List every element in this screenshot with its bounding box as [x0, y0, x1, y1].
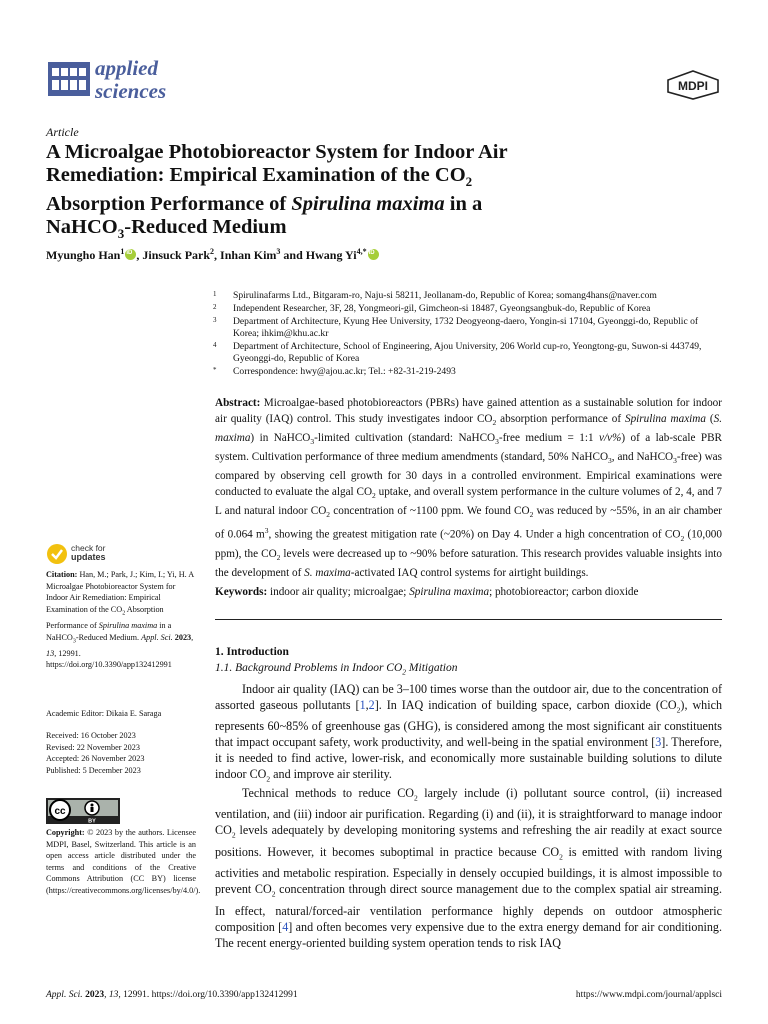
- affiliation-text: Department of Architecture, School of Engineering, Ajou University, 206 World cup-ro, Yeongtong-gu, Suwon-si 443749, Gyeonggi-do, Republic of Korea: [233, 341, 702, 365]
- citation-block: Citation: Han, M.; Park, J.; Kim, I.; Yi, H. A Microalgae Photobioreactor System for Indoor Air Remediation: Empirical Examination of the $CO_2$ Absorption Performance of Spirulina maxima in a NaHCO$_3$-Reduced Medium. Appl. Sci. 2023, 13, 12991. https://doi.org/10.3390/app132412991: [46, 570, 194, 670]
- affiliation-text: Correspondence: hwy@ajou.ac.kr; Tel.: +82-31-219-2493: [233, 366, 456, 377]
- author-separator: and: [280, 248, 306, 262]
- footer-citation: Appl. Sci. 2023, 13, 12991. https://doi.org/10.3390/app132412991: [46, 990, 298, 1000]
- author-list: [46, 247, 686, 263]
- author-affiliation-mark: 3: [276, 247, 281, 256]
- abstract: Abstract: Microalgae-based photobioreactors (PBRs) have gained attention as a sustainable solution for indoor air quality (IAQ) control. This study investigates indoor $CO_2$ absorption performance of Spirulina maxima (S. maxima) in NaHCO$_3$-limited cultivation (standard: NaHCO$_3$-free medium = 1:1 v/v%) of a lab-scale PBR system. Cultivation performance of three medium amendments (standard, 50% NaHCO$_3$, and NaHCO$_3$-free) was compared by observing cell growth for 30 days in a controlled environment. Empirical examinations were conducted to evaluate the algal $CO_2$ uptake, and overall system performance in the culture volumes of 2, 4, and 7 L and natural indoor $CO_2$ concentration of ~1100 ppm. We found $CO_2$ was reduced by ~55%, in an air chamber of 0.064 $m^3$, showing the greatest mitigation rate (~20%) on Day 4. Under a high concentration of $CO_2$ (10,000 ppm), the $CO_2$ levels were decreased up to ~90% before saturation. This research provides valuable insights into the development of S. maxima-activated IAQ control systems for airtight buildings.: [215, 397, 723, 579]
- cc-by-label: BY: [88, 818, 96, 824]
- section-divider: [215, 619, 722, 620]
- keywords-label: Keywords:: [215, 586, 268, 598]
- affiliation-number: 4: [213, 341, 217, 349]
- article-type: Article: [46, 125, 79, 139]
- journal-name-line2: sciences: [95, 79, 167, 103]
- academic-editor: Academic Editor: Dikaia E. Saraga: [46, 709, 162, 718]
- publisher-name: MDPI: [678, 79, 708, 93]
- date-revised: Revised: 22 November 2023: [46, 742, 140, 752]
- affiliation-text: Department of Architecture, Kyung Hee University, 1732 Deogyeong-daero, Yongin-si 17104, Gyeonggi-do, Republic of Korea; ihkim@khu.ac.kr: [233, 316, 699, 340]
- date-received: Received: 16 October 2023: [46, 731, 136, 740]
- journal-name[interactable]: [95, 57, 166, 103]
- affiliation-number: 1: [213, 290, 217, 298]
- reference-link[interactable]: 1: [359, 698, 366, 712]
- intro-paragraph-1: Indoor air quality (IAQ) can be 3–100 times worse than the outdoor air, due to the concentration of assorted gaseous pollutants [1,2]. In IAQ indication of building space, carbon dioxide $(CO_2)$, which represents 60~85% of greenhouse gas (GHG), is considered among the most significant air constituents that impact occupant safety, work productivity, and well-being in the spatial environment [3]. Therefore, it is needed to find active, lower-risk, and economically more sustainable building solutions to dilute indoor $CO_2$ and improve air sterility.: [215, 682, 722, 784]
- section-heading: 1. Introduction: [215, 646, 289, 658]
- affiliation-number: *: [213, 366, 217, 374]
- subsection-heading: 1.1. Background Problems in Indoor $CO_2$ Mitigation: [215, 662, 458, 677]
- check-for-updates-icon[interactable]: [46, 543, 68, 565]
- date-published: Published: 5 December 2023: [46, 765, 141, 775]
- copyright-block: Copyright: © 2023 by the authors. Licensee MDPI, Basel, Switzerland. This article is an open access article distributed under the terms and conditions of the Creative Commons Attribution (CC BY) license (https://creativecommons.org/licenses/by/4.0/).: [46, 828, 201, 895]
- orcid-icon[interactable]: [368, 249, 379, 260]
- abstract-label: Abstract:: [215, 397, 261, 409]
- reference-link[interactable]: 4: [282, 919, 289, 934]
- reference-link[interactable]: 2: [368, 698, 375, 712]
- check-for-updates-label[interactable]: check for updates: [71, 543, 106, 562]
- journal-logo-icon: [48, 62, 90, 96]
- article-title: A Microalgae Photobioreactor System for Indoor Air Remediation: Empirical Examination of the $CO_2$ Absorption Performance of Spirulina maxima in a NaHCO$_3$-Reduced Medium: [46, 141, 508, 242]
- author-affiliation-mark: 4,*: [356, 247, 367, 256]
- dates-block: [46, 730, 196, 776]
- journal-name-line1: applied: [95, 56, 158, 80]
- date-accepted: Accepted: 26 November 2023: [46, 754, 145, 764]
- author-name: Inhan Kim: [220, 248, 277, 262]
- footer-journal-url[interactable]: https://www.mdpi.com/journal/applsci: [575, 990, 722, 1000]
- orcid-icon[interactable]: [125, 249, 136, 260]
- author-separator: ,: [214, 248, 221, 262]
- author-separator: ,: [136, 248, 143, 262]
- author-name: Jinsuck Park: [142, 248, 211, 262]
- affiliation-text: Independent Researcher, 3F, 28, Yongmeori-gil, Gimcheon-si 18487, Gyeongsangbuk-do, Republic of Korea: [233, 303, 651, 314]
- svg-text:cc: cc: [54, 806, 66, 817]
- author-name: Hwang Yi: [305, 248, 357, 262]
- affiliation-text: Spirulinafarms Ltd., Bitgaram-ro, Naju-si 58211, Jeollanam-do, Republic of Korea; somang4hans@naver.com: [233, 290, 657, 301]
- author-affiliation-mark: 2: [210, 247, 215, 256]
- intro-paragraph-2: Technical methods to reduce $CO_2$ largely include (i) pollutant source control, (ii) increased ventilation, and (iii) indoor air purification. Regarding (i) and (ii), it is straightforward to manage indoor $CO_2$ levels adequately by developing monitoring systems and refreshing the air readily at exact source positions. However, it becomes suboptimal in practice because $CO_2$ is emitted with random living activities and metabolic respiration. Especially in densely occupied buildings, it is almost impossible to prevent $CO_2$ concentration through direct source management due to the complex spatial air streaming. In effect, natural/forced-air ventilation performance highly depends on outdoor atmospheric composition [4] and often becomes very expensive due to the extra energy demand for air conditioning. The recent energy-oriented building system operation tends to risk IAQ: [215, 786, 723, 950]
- affiliation-number: 3: [213, 316, 217, 324]
- keywords: Keywords: indoor air quality; microalgae; Spirulina maxima; photobioreactor; carbon dioxide: [215, 586, 639, 598]
- cc-by-license-icon[interactable]: [46, 798, 120, 824]
- affiliation-number: 2: [213, 303, 217, 311]
- mdpi-logo-icon[interactable]: [666, 70, 720, 100]
- reference-link[interactable]: 3: [655, 735, 662, 750]
- author-affiliation-mark: 1: [120, 247, 125, 256]
- author-name: Myungho Han: [46, 248, 121, 262]
